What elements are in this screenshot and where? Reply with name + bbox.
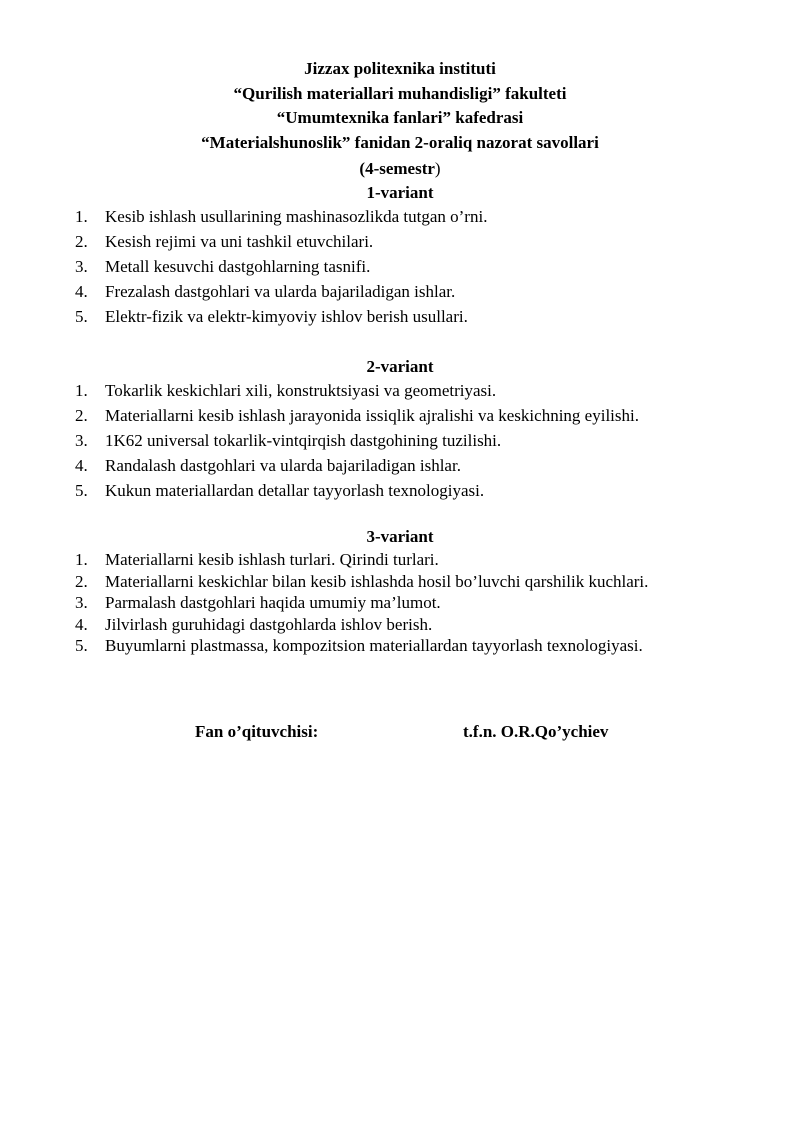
semester-paren: ) [434,159,441,178]
variant-title: 3-variant [366,527,434,546]
signature-role: Fan o’qituvchisi: [195,722,319,741]
semester-text: (4-semestr [359,159,435,178]
item-text: Frezalash dastgohlari va ularda bajariladigan ishlar. [105,282,456,301]
item-text: Metall kesuvchi dastgohlarning tasnifi. [105,257,371,276]
item-text: Buyumlarni plastmassa, kompozitsion materiallardan tayyorlash texnologiyasi. [105,636,643,655]
item-number: 1. [75,207,88,226]
variant-title: 1-variant [366,183,434,202]
item-number: 4. [75,456,88,475]
semester-label [0,159,800,179]
item-number: 3. [75,431,88,450]
item-text: Materiallarni kesib ishlash turlari. Qirindi turlari. [105,550,439,569]
item-text: 1K62 universal tokarlik-vintqirqish dastgohining tuzilishi. [105,431,502,450]
department-name: “Umumtexnika fanlari” kafedrasi [276,108,524,127]
item-number: 4. [75,614,88,634]
item-number: 3. [75,593,88,612]
signature-name: t.f.n. O.R.Qo’ychiev [463,722,609,741]
item-text: Kesib ishlash usullarining mashinasozlikda tutgan o’rni. [105,207,488,226]
item-number: 5. [75,636,88,655]
item-number: 2. [75,571,88,591]
item-number: 5. [75,307,88,326]
item-number: 5. [75,481,88,500]
item-text: Parmalash dastgohlari haqida umumiy ma’lumot. [105,593,441,612]
item-number: 2. [75,406,88,425]
item-number: 1. [75,381,88,400]
institute-name: Jizzax politexnika instituti [304,59,496,78]
item-number: 1. [75,550,88,569]
item-text: Jilvirlash guruhidagi dastgohlarda ishlov berish. [105,614,433,634]
item-number: 4. [75,282,88,301]
item-text: Kesish rejimi va uni tashkil etuvchilari. [105,232,374,251]
document-title: “Materialshunoslik” fanidan 2-oraliq nazorat savollari [201,133,599,152]
variant-title: 2-variant [366,357,434,376]
item-text: Elektr-fizik va elektr-kimyoviy ishlov berish usullari. [105,307,468,326]
item-number: 3. [75,257,88,276]
item-text: Materiallarni keskichlar bilan kesib ishlashda hosil bo’luvchi qarshilik kuchlari. [105,571,649,591]
item-text: Materiallarni kesib ishlash jarayonida issiqlik ajralishi va keskichning eyilishi. [105,406,639,425]
item-number: 2. [75,232,88,251]
item-text: Tokarlik keskichlari xili, konstruktsiyasi va geometriyasi. [105,381,497,400]
item-text: Randalash dastgohlari va ularda bajariladigan ishlar. [105,456,461,475]
faculty-name: “Qurilish materiallari muhandisligi” fakulteti [233,84,567,103]
item-text: Kukun materiallardan detallar tayyorlash texnologiyasi. [105,481,485,500]
